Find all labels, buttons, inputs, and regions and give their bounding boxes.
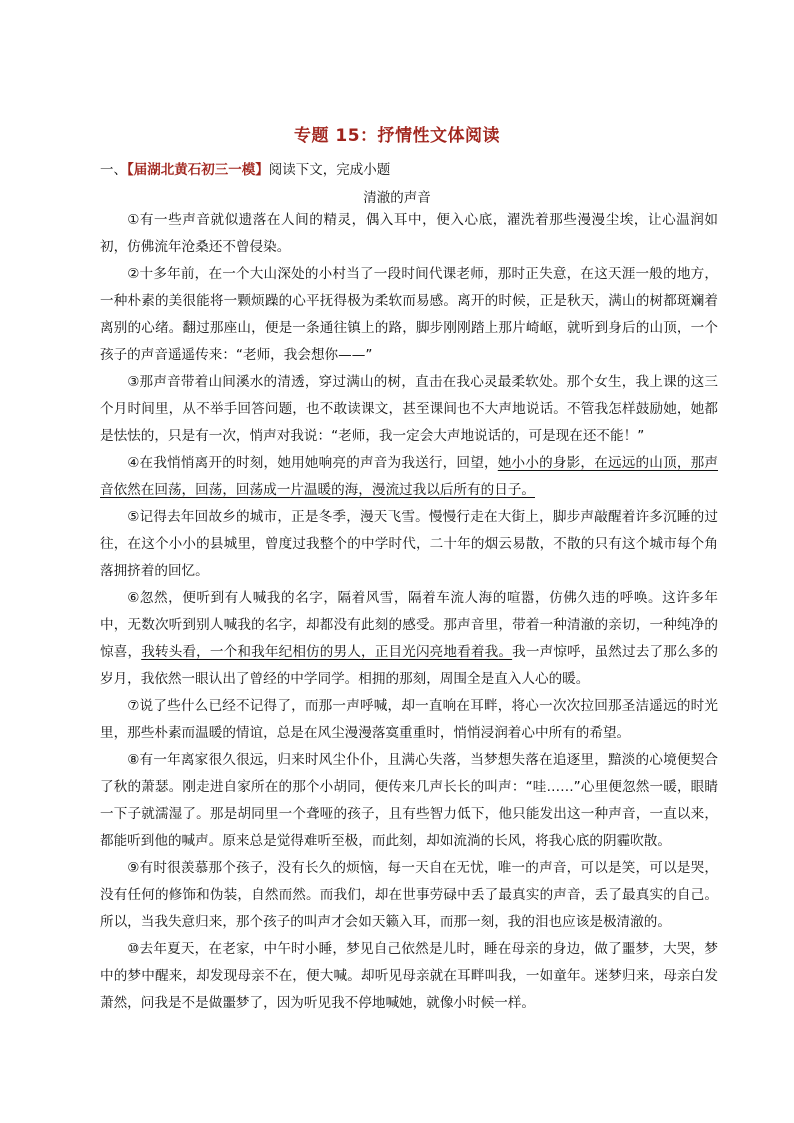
paragraph-text: ⑩去年夏天，在老家，中午时小睡，梦见自己依然是儿时，睡在母亲的身边，做了噩梦，大哭，梦中的梦中醒来，却发现母亲不在，便大喊。却听见母亲就在耳畔叫我，一如童年。迷梦归来，母亲白发萧然，问我是不是做噩梦了，因为听见我不停地喊她，就像小时候一样。 bbox=[100, 941, 718, 1011]
article-paragraph bbox=[100, 855, 718, 936]
article-paragraph bbox=[100, 504, 718, 585]
underlined-sentence: 她小小的身影，在远远的山顶，那声音依然在回荡，回荡，回荡成一片温暖的海，漫流过我以后所有的日子。 bbox=[100, 455, 719, 498]
paragraph-text: ③那声音带着山间溪水的清透，穿过满山的树，直击在我心灵最柔软处。那个女生，我上课的这三个月时间里，从不举手回答问题，也不敢读课文，甚至课间也不大声地说话。不管我怎样鼓励她，她都是怯怯的，只是有一次，悄声对我说：“老师，我一定会大声地说话的，可是现在还不能！” bbox=[100, 374, 718, 444]
question-instruction: 阅读下文，完成小题 bbox=[268, 162, 391, 178]
article-paragraph bbox=[100, 936, 718, 1017]
article-paragraph bbox=[100, 693, 718, 747]
question-number: 一、 bbox=[100, 162, 127, 178]
paragraph-text: ⑦说了些什么已经不记得了，而那一声呼喊，却一直响在耳畔，将心一次次拉回那圣洁遥远的时光里，那些朴素而温暖的情谊，总是在风尘漫漫落寞重重时，悄悄浸润着心中所有的希望。 bbox=[100, 698, 718, 741]
article-paragraph bbox=[100, 585, 718, 693]
paragraph-text: ⑨有时很羡慕那个孩子，没有长久的烦恼，每一天自在无忧，唯一的声音，可以是笑，可以是哭，没有任何的修饰和伪装，自然而然。而我们，却在世事劳碌中丢了最真实的声音，丢了最真实的自己。所以，当我失意归来，那个孩子的叫声才会如天籁入耳，而那一刻，我的泪也应该是极清澈的。 bbox=[100, 860, 718, 930]
underlined-sentence: 我转头看，一个和我年纪相仿的男人，正目光闪亮地看着我。 bbox=[141, 644, 513, 660]
article-paragraph bbox=[100, 450, 718, 504]
paragraph-text: ⑥忽然，便听到有人喊我的名字，隔着风雪，隔着车流人海的喧嚣，仿佛久违的呼唤。这许多年中，无数次听到别人喊我的名字，却都没有此刻的感受。那声音里，带着一种清澈的亲切，一种纯净的惊喜， bbox=[100, 590, 718, 660]
article-paragraph bbox=[100, 369, 718, 450]
paragraph-text: ②十多年前，在一个大山深处的小村当了一段时间代课老师，那时正失意，在这天涯一般的地方，一种朴素的美很能将一颗烦躁的心平抚得极为柔软而易感。离开的时候，正是秋天，满山的树都斑斓着离别的心绪。翻过那座山，便是一条通往镇上的路，脚步刚刚踏上那片崎岖，就听到身后的山顶，一个孩子的声音遥遥传来：“老师，我会想你——” bbox=[100, 266, 718, 363]
question-source: 【届湖北黄石初三一模】 bbox=[127, 162, 269, 178]
article-paragraph bbox=[100, 207, 718, 261]
paragraph-text: 我一声惊呼，虽然过去了那么多的岁月，我依然一眼认出了曾经的中学同学。相拥的那刻，周围全是直入人心的暖。 bbox=[100, 644, 719, 687]
paragraph-text: ⑤记得去年回故乡的城市，正是冬季，漫天飞雪。慢慢行走在大街上，脚步声敲醒着许多沉睡的过往，在这个小小的县城里，曾度过我整个的中学时代，二十年的烟云易散，不散的只有这个城市每个角落拥挤着的回忆。 bbox=[100, 509, 718, 579]
paragraph-text: ⑧有一年离家很久很远，归来时风尘仆仆，且满心失落，当梦想失落在追逐里，黯淡的心境便契合了秋的萧瑟。刚走进自家所在的那个小胡同，便传来几声长长的叫声：“哇……”心里便忽然一暖，眼睛一下子就濡湿了。那是胡同里一个聋哑的孩子，且有些智力低下，他只能发出这一种声音，一直以来，都能听到他的喊声。原来总是觉得难听至极，而此刻，却如流淌的长风，将我心底的阴霾吹散。 bbox=[100, 752, 718, 849]
question-header bbox=[100, 158, 390, 178]
article-paragraph bbox=[100, 261, 718, 369]
article-title: 清澈的声音 bbox=[363, 190, 431, 206]
article-body bbox=[100, 207, 718, 1017]
article-paragraph bbox=[100, 747, 718, 855]
paragraph-text: ①有一些声音就似遗落在人间的精灵，偶入耳中，便入心底，濯洗着那些漫漫尘埃，让心温润如初，仿佛流年沧桑还不曾侵染。 bbox=[100, 212, 718, 255]
page-title: 专题 15：抒情性文体阅读 bbox=[293, 126, 501, 146]
paragraph-text: ④在我悄悄离开的时刻，她用她响亮的声音为我送行，回望， bbox=[127, 455, 498, 471]
